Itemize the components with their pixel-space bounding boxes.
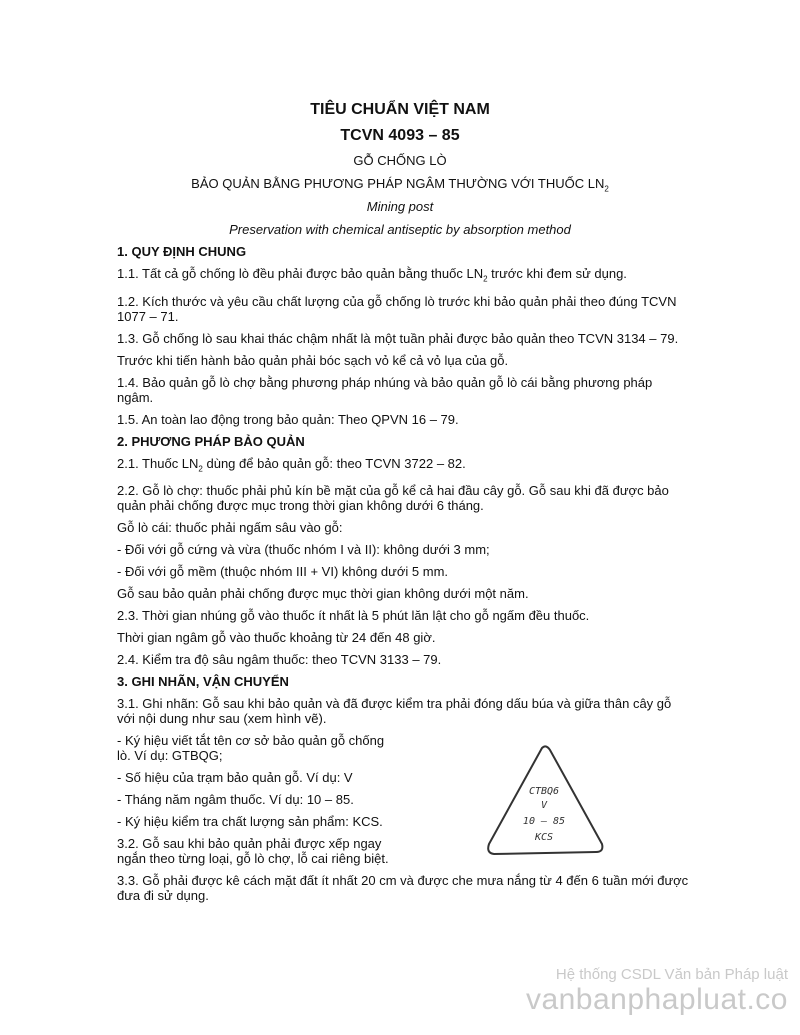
stamp-date: 10 – 85	[522, 816, 566, 827]
paragraph: 1.4. Bảo quản gỗ lò chợ bằng phương pháp nhúng và bảo quản gỗ lò cái bằng phương pháp ngâm.	[117, 374, 653, 405]
standard-number: TCVN 4093 – 85	[340, 127, 460, 144]
stamp-station-number: V	[540, 800, 548, 811]
paragraph: Gỗ lò cái: thuốc phải ngấm sâu vào gỗ:	[117, 520, 343, 536]
section-heading: 3. GHI NHÃN, VẬN CHUYỂN	[117, 674, 289, 690]
section-heading: 1. QUY ĐỊNH CHUNG	[117, 244, 247, 259]
paragraph: - Đối với gỗ mềm (thuộc nhóm III + VI) không dưới 5 mm.	[117, 564, 449, 580]
paragraph: 1.2. Kích thước và yêu cầu chất lượng của gỗ chống lò trước khi bảo quản phải theo đúng TCVN 1077 – 71.	[117, 293, 677, 324]
paragraph: 2.2. Gỗ lò chợ: thuốc phải phủ kín bề mặt của gỗ kể cả hai đầu cây gỗ. Gỗ sau khi đã được bảo quản phải chống được mục trong thời gian không dưới 6 tháng.	[117, 483, 669, 514]
section-heading: 2. PHƯƠNG PHÁP BẢO QUẢN	[117, 433, 305, 449]
stamp-facility-code: CTBQ6	[528, 786, 560, 797]
paragraph: 3.2. Gỗ sau khi bảo quản phải được xếp ngay ngắn theo từng loại, gỗ lò chợ, lỗ cai riêng biệt.	[117, 836, 389, 867]
document-heading: TIÊU CHUẨN VIỆT NAM	[310, 101, 490, 118]
paragraph: Gỗ sau bảo quản phải chống được mục thời gian không dưới một năm.	[117, 586, 529, 602]
watermark-site: vanbanphapluat.co	[525, 983, 788, 1016]
paragraph: 2.4. Kiểm tra độ sâu ngâm thuốc: theo TCVN 3133 – 79.	[117, 652, 442, 668]
paragraph: - Số hiệu của trạm bảo quản gỗ. Ví dụ: V	[117, 770, 353, 786]
paragraph: Thời gian ngâm gỗ vào thuốc khoảng từ 24 đến 48 giờ.	[117, 630, 436, 646]
watermark-caption: Hệ thống CSDL Văn bản Pháp luật	[555, 966, 788, 983]
english-subtitle: Preservation with chemical antiseptic by absorption method	[229, 222, 571, 237]
english-title: Mining post	[366, 199, 434, 214]
paragraph: - Đối với gỗ cứng và vừa (thuốc nhóm I và II): không dưới 3 mm;	[117, 542, 490, 558]
paragraph: 1.5. An toàn lao động trong bảo quản: Theo QPVN 16 – 79.	[117, 411, 459, 427]
stamp-figure	[480, 740, 610, 860]
paragraph: - Tháng năm ngâm thuốc. Ví dụ: 10 – 85.	[117, 792, 354, 808]
paragraph: 1.3. Gỗ chống lò sau khai thác chậm nhất là một tuần phải được bảo quản theo TCVN 3134 – 79.	[117, 330, 679, 346]
paragraph: 2.3. Thời gian nhúng gỗ vào thuốc ít nhất là 5 phút lăn lật cho gỗ ngấm đều thuốc.	[117, 608, 590, 624]
paragraph: 2.1. Thuốc $LN_2$ dùng để bảo quản gỗ: theo TCVN 3722 – 82.	[117, 455, 466, 474]
document-subject: GỖ CHỐNG LÒ	[353, 153, 447, 168]
stamp-qc-code: KCS	[534, 832, 554, 843]
paragraph: Trước khi tiến hành bảo quản phải bóc sạch vỏ kể cả vỏ lụa của gỗ.	[117, 352, 509, 368]
paragraph: 3.1. Ghi nhãn: Gỗ sau khi bảo quản và đã được kiểm tra phải đóng dấu búa và giữa thân cây gỗ với nội dung như sau (xem hình vẽ).	[117, 696, 672, 727]
document-subtitle: BẢO QUẢN BẰNG PHƯƠNG PHÁP NGÂM THƯỜNG VỚI THUỐC $LN_2$	[191, 176, 609, 194]
paragraph: 3.3. Gỗ phải được kê cách mặt đất ít nhất 20 cm và được che mưa nắng từ 4 đến 6 tuần mới được đưa đi sử dụng.	[117, 873, 689, 904]
paragraph: 1.1. Tất cả gỗ chống lò đều phải được bảo quản bằng thuốc $LN_2$ trước khi đem sử dụng.	[117, 266, 627, 284]
paragraph: - Ký hiệu viết tắt tên cơ sở bảo quản gỗ chống lò. Ví dụ: GTBQG;	[117, 733, 385, 764]
paragraph: - Ký hiệu kiểm tra chất lượng sản phẩm: KCS.	[117, 814, 383, 830]
